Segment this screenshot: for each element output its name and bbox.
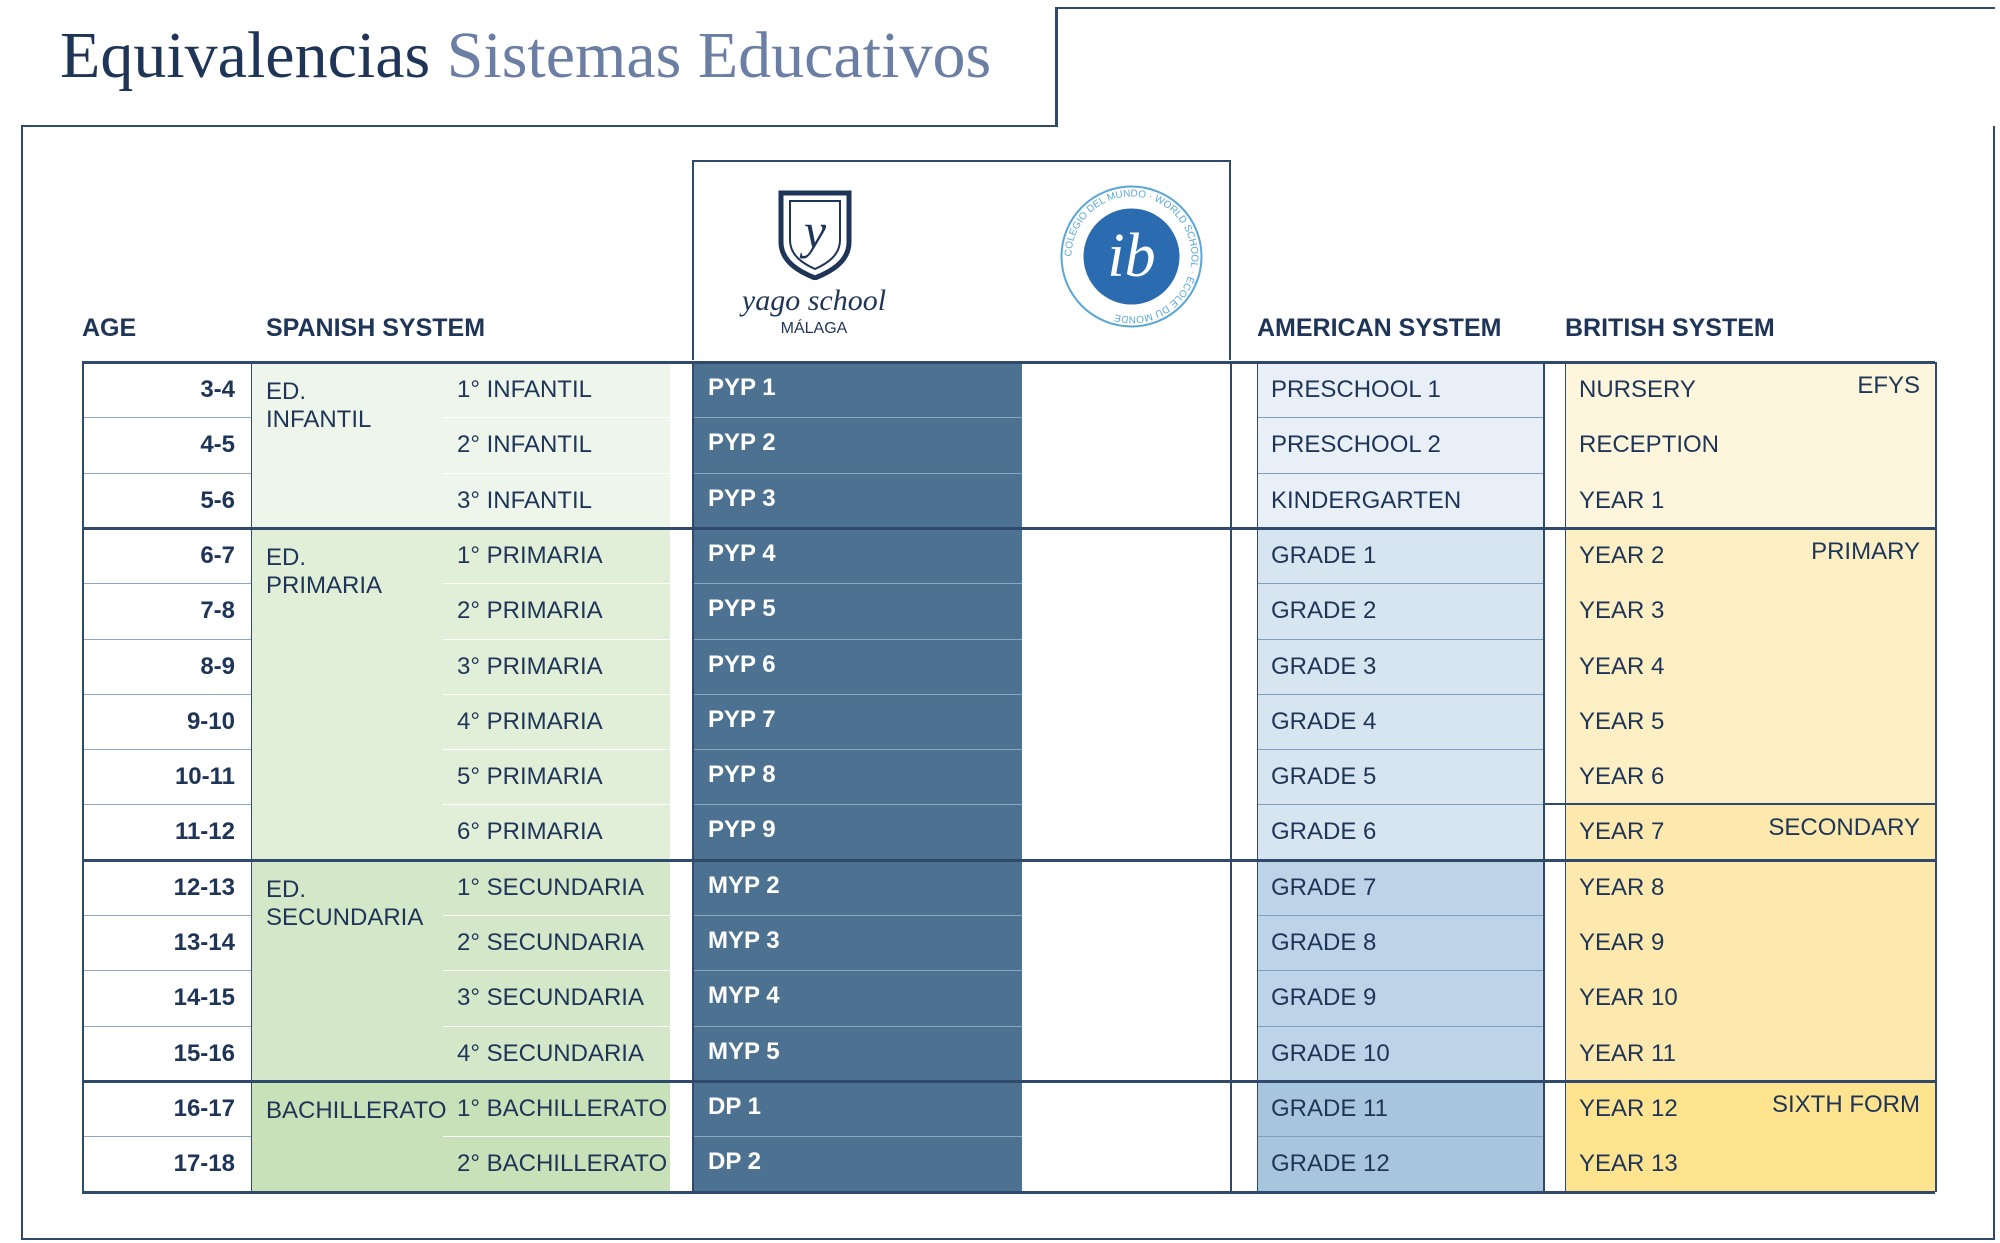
spanish-stage-label: ED. SECUNDARIA	[266, 875, 424, 931]
svg-text:y: y	[803, 203, 827, 259]
yago-school-name: yago school	[741, 284, 887, 317]
ib-programme: PYP 6	[708, 650, 776, 678]
column-divider	[82, 362, 84, 1192]
row-divider	[692, 583, 1022, 584]
section-divider	[82, 361, 1935, 364]
spanish-course: 1° SECUNDARIA	[457, 873, 644, 901]
american-grade: GRADE 10	[1271, 1039, 1390, 1067]
british-year: YEAR 11	[1579, 1039, 1676, 1067]
column-divider	[1543, 362, 1545, 1192]
american-grade: GRADE 4	[1271, 707, 1377, 735]
row-divider	[443, 583, 670, 584]
age-value: 9-10	[186, 707, 235, 735]
row-divider	[82, 473, 252, 474]
row-divider	[692, 1136, 1022, 1137]
british-year: RECEPTION	[1579, 431, 1720, 459]
section-divider	[82, 1080, 1935, 1083]
row-divider	[692, 804, 1022, 805]
ib-programme: DP 2	[708, 1148, 761, 1176]
row-divider	[1257, 583, 1543, 584]
age-value: 6-7	[200, 541, 235, 569]
spanish-course: 5° PRIMARIA	[457, 763, 603, 791]
british-year: YEAR 2	[1579, 541, 1665, 569]
row-divider	[1257, 694, 1543, 695]
age-value: 12-13	[173, 873, 235, 901]
british-year: YEAR 12	[1579, 1094, 1678, 1122]
header-age: AGE	[82, 314, 137, 342]
yago-shield-icon	[778, 190, 852, 280]
row-divider	[1257, 915, 1543, 916]
row-divider	[443, 749, 670, 750]
spanish-stage-label: ED. PRIMARIA	[266, 543, 383, 599]
american-grade: PRESCHOOL 2	[1271, 431, 1441, 459]
british-year: YEAR 9	[1579, 929, 1665, 956]
american-grade: GRADE 5	[1271, 763, 1377, 791]
row-divider	[692, 749, 1022, 750]
ib-programme: MYP 5	[708, 1037, 780, 1065]
page-title	[60, 18, 991, 94]
age-value: 17-18	[173, 1150, 235, 1178]
column-divider	[1935, 362, 1937, 1192]
row-divider	[692, 639, 1022, 640]
age-value: 16-17	[173, 1094, 235, 1122]
ib-programme: DP 1	[708, 1092, 761, 1120]
spanish-course: 2° BACHILLERATO	[457, 1150, 668, 1178]
ib-programme: PYP 3	[708, 484, 776, 512]
american-grade: GRADE 7	[1271, 873, 1377, 901]
british-stage-label: SECONDARY	[1768, 814, 1920, 842]
row-divider	[443, 1136, 670, 1137]
header-american: AMERICAN SYSTEM	[1257, 314, 1502, 342]
british-divider	[1543, 803, 1935, 805]
british-year: YEAR 7	[1579, 818, 1665, 846]
age-value: 11-12	[174, 818, 235, 846]
american-grade: KINDERGARTEN	[1271, 486, 1462, 514]
spanish-course: 1° PRIMARIA	[457, 541, 603, 569]
age-value: 10-11	[174, 763, 235, 791]
american-grade: GRADE 8	[1271, 929, 1377, 956]
frame-line	[1056, 7, 1995, 9]
american-grade: GRADE 9	[1271, 984, 1377, 1012]
spanish-course: 2° SECUNDARIA	[457, 929, 644, 956]
row-divider	[1257, 804, 1543, 805]
british-stage-label: SIXTH FORM	[1772, 1090, 1920, 1118]
row-divider	[82, 417, 252, 418]
american-grade: GRADE 3	[1271, 652, 1377, 680]
header-british: BRITISH SYSTEM	[1565, 314, 1775, 342]
british-year: YEAR 6	[1579, 763, 1665, 791]
row-divider	[1257, 1136, 1543, 1137]
spanish-course: 3° PRIMARIA	[457, 652, 603, 680]
yago-city: MÁLAGA	[780, 320, 848, 337]
british-year: NURSERY	[1579, 376, 1696, 403]
section-divider	[82, 859, 1935, 862]
age-value: 15-16	[173, 1039, 235, 1067]
spanish-course: 6° PRIMARIA	[457, 818, 603, 846]
american-grade: GRADE 12	[1271, 1150, 1390, 1178]
row-divider	[443, 970, 670, 971]
row-divider	[692, 694, 1022, 695]
row-divider	[692, 970, 1022, 971]
spanish-course: 1° INFANTIL	[457, 376, 592, 403]
row-divider	[82, 804, 252, 805]
spanish-course: 4° SECUNDARIA	[457, 1039, 644, 1067]
british-year: YEAR 5	[1579, 707, 1665, 735]
ib-ring-text: COLEGIO DEL MUNDO · WORLD SCHOOL · ÉCOLE DU MONDE	[1063, 188, 1200, 325]
row-divider	[82, 583, 252, 584]
ib-letters: ib	[1107, 222, 1156, 290]
ib-programme: MYP 3	[708, 927, 780, 954]
spanish-course: 1° BACHILLERATO	[457, 1094, 668, 1122]
american-grade: PRESCHOOL 1	[1271, 376, 1441, 403]
logo-box	[692, 160, 1231, 360]
row-divider	[82, 749, 252, 750]
american-grade: GRADE 2	[1271, 597, 1377, 625]
row-divider	[1257, 1026, 1543, 1027]
column-divider	[1565, 362, 1566, 1192]
age-value: 5-6	[200, 486, 235, 514]
row-divider	[692, 417, 1022, 418]
column-divider	[1230, 362, 1232, 1192]
british-year: YEAR 10	[1579, 984, 1678, 1012]
row-divider	[443, 1026, 670, 1027]
row-divider	[443, 417, 670, 418]
british-year: YEAR 1	[1579, 486, 1665, 514]
age-value: 7-8	[200, 597, 235, 625]
spanish-stage-label: ED. INFANTIL	[266, 378, 372, 433]
british-year: YEAR 13	[1579, 1150, 1678, 1178]
row-divider	[443, 473, 670, 474]
ib-programme: PYP 7	[708, 705, 776, 733]
section-divider	[82, 1191, 1935, 1194]
ib-programme: PYP 9	[708, 816, 776, 844]
ib-programme: MYP 4	[708, 982, 780, 1010]
spanish-course: 2° INFANTIL	[457, 431, 592, 459]
age-value: 4-5	[200, 431, 235, 459]
age-value: 13-14	[173, 929, 235, 956]
row-divider	[82, 970, 252, 971]
spanish-course: 3° INFANTIL	[457, 486, 592, 514]
title-part-2: Sistemas Educativos	[446, 19, 992, 92]
british-stage-label: PRIMARY	[1811, 537, 1920, 565]
ib-world-school-icon	[1059, 184, 1204, 329]
row-divider	[443, 915, 670, 916]
column-divider	[251, 362, 252, 1192]
row-divider	[443, 639, 670, 640]
british-year: YEAR 3	[1579, 597, 1665, 625]
row-divider	[82, 694, 252, 695]
row-divider	[1257, 417, 1543, 418]
row-divider	[692, 473, 1022, 474]
ib-programme: PYP 1	[708, 374, 776, 401]
row-divider	[1257, 749, 1543, 750]
age-value: 8-9	[200, 652, 235, 680]
row-divider	[692, 1026, 1022, 1027]
spanish-stage-label: BACHILLERATO	[266, 1096, 447, 1124]
column-divider	[692, 362, 694, 1192]
age-value: 14-15	[173, 984, 235, 1012]
ib-programme: PYP 2	[708, 429, 776, 457]
row-divider	[692, 915, 1022, 916]
ib-programme: PYP 4	[708, 539, 776, 567]
ib-programme: PYP 8	[708, 761, 776, 789]
row-divider	[82, 1136, 252, 1137]
row-divider	[1257, 639, 1543, 640]
british-year: YEAR 4	[1579, 652, 1665, 680]
row-divider	[443, 804, 670, 805]
ib-programme: MYP 2	[708, 871, 780, 899]
spanish-course: 4° PRIMARIA	[457, 707, 603, 735]
section-divider	[82, 527, 1935, 530]
american-grade: GRADE 6	[1271, 818, 1377, 846]
american-grade: GRADE 1	[1271, 541, 1377, 569]
ib-programme: PYP 5	[708, 595, 776, 623]
row-divider	[82, 915, 252, 916]
british-stage-label: EFYS	[1857, 372, 1920, 399]
spanish-course: 3° SECUNDARIA	[457, 984, 644, 1012]
age-value: 3-4	[200, 376, 235, 403]
row-divider	[82, 1026, 252, 1027]
column-divider	[1257, 362, 1258, 1192]
row-divider	[82, 639, 252, 640]
title-part-1: Equivalencias	[60, 19, 431, 92]
row-divider	[443, 694, 670, 695]
british-year: YEAR 8	[1579, 873, 1665, 901]
row-divider	[1257, 970, 1543, 971]
header-spanish: SPANISH SYSTEM	[266, 314, 486, 342]
spanish-course: 2° PRIMARIA	[457, 597, 603, 625]
row-divider	[1257, 473, 1543, 474]
american-grade: GRADE 11	[1271, 1094, 1388, 1122]
